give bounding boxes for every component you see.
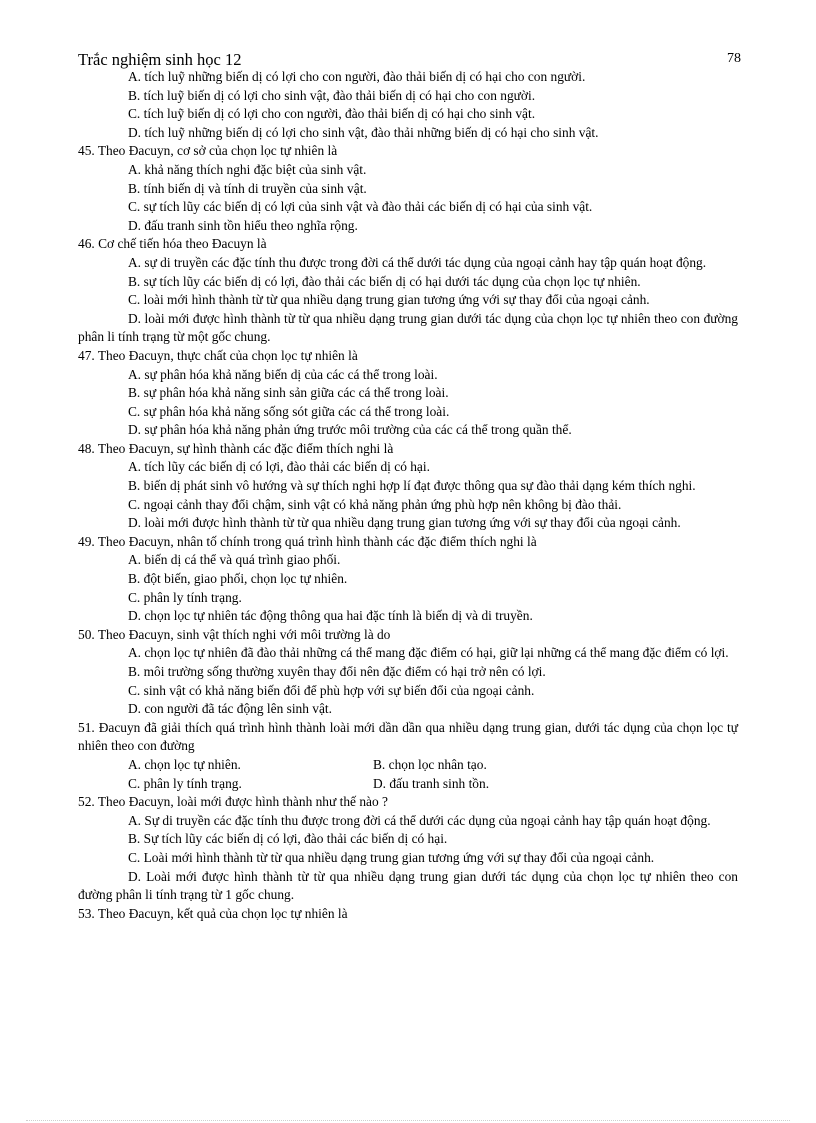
answer-option: D. đấu tranh sinh tồn. xyxy=(373,775,490,791)
answer-option: C. tích luỹ biến dị có lợi cho con người, đào thải biến dị có hại cho sinh vật. xyxy=(128,106,536,122)
question-51: 51. Đacuyn đã giải thích quá trình hình thành loài mới dần dần qua nhiều dạng trung gian, dưới tác dụng của chọn lọc tự nhiên theo con đường xyxy=(78,719,738,754)
answer-option: B. tích luỹ biến dị có lợi cho sinh vật, đào thải biến dị có hại cho con người. xyxy=(128,87,536,103)
question-content xyxy=(78,68,738,923)
answer-option: A. sự di truyền các đặc tính thu được trong đời cá thể dưới tác dụng của ngoại cảnh hay tập quán hoạt động. xyxy=(128,254,707,270)
answer-option: C. sự phân hóa khả năng sống sót giữa các cá thể trong loài. xyxy=(128,403,450,419)
answer-option: A. Sự di truyền các đặc tính thu được trong đời cá thể dưới các dụng của ngoại cảnh hay tập quán hoạt động. xyxy=(128,812,711,828)
answer-option: C. loài mới hình thành từ từ qua nhiều dạng trung gian tương ứng với sự thay đổi của ngoại cảnh. xyxy=(128,292,650,308)
answer-option: C. phân ly tính trạng. xyxy=(128,589,242,605)
answer-option: B. sự tích lũy các biến dị có lợi, đào thải các biến dị có hại dưới tác dụng của chọn lọc tự nhiên. xyxy=(128,273,641,289)
answer-option: A. tích luỹ những biến dị có lợi cho con người, đào thải biến dị có hại cho con người. xyxy=(128,69,586,84)
question-52: 52. Theo Đacuyn, loài mới được hình thành như thế nào ? xyxy=(78,794,388,810)
answer-option: D. chọn lọc tự nhiên tác động thông qua hai đặc tính là biến dị và di truyền. xyxy=(128,608,533,624)
answer-option: D. đấu tranh sinh tồn hiểu theo nghĩa rộng. xyxy=(128,217,358,233)
answer-row xyxy=(78,756,738,775)
answer-option: D. loài mới được hình thành từ từ qua nhiều dạng trung gian dưới tác dụng của chọn lọc tự nhiên theo con đường phân li tính trạng từ một gốc chung. xyxy=(78,310,738,345)
answer-option: B. sự phân hóa khả năng sinh sản giữa các cá thể trong loài. xyxy=(128,385,449,401)
answer-option: D. tích luỹ những biến dị có lợi cho sinh vật, đào thải những biến dị có hại cho sinh vật. xyxy=(128,124,599,140)
answer-option: C. sự tích lũy các biến dị có lợi của sinh vật và đào thải các biến dị có hại của sinh vật. xyxy=(128,199,593,215)
answer-option: D. loài mới được hình thành từ từ qua nhiều dạng trung gian tương ứng với sự thay đổi của ngoại cảnh. xyxy=(128,515,681,531)
answer-option: D. Loài mới được hình thành từ từ qua nhiều dạng trung gian dưới tác dụng của chọn lọc tự nhiên theo con đường phân li tính trạng từ 1 gốc chung. xyxy=(78,868,738,903)
page-header xyxy=(78,50,741,69)
answer-option: B. đột biến, giao phối, chọn lọc tự nhiên. xyxy=(128,571,348,587)
answer-option: B. tính biến dị và tính di truyền của sinh vật. xyxy=(128,180,367,196)
question-45: 45. Theo Đacuyn, cơ sở của chọn lọc tự nhiên là xyxy=(78,143,338,159)
answer-option: C. phân ly tính trạng. xyxy=(128,775,242,791)
answer-option: C. sinh vật có khả năng biến đổi để phù hợp với sự biến đổi của ngoại cảnh. xyxy=(128,682,535,698)
answer-option: D. sự phân hóa khả năng phản ứng trước môi trường của các cá thể trong quần thể. xyxy=(128,422,572,438)
answer-option: B. biến dị phát sinh vô hướng và sự thích nghi hợp lí đạt được thông qua sự đào thải dạng kém thích nghi. xyxy=(128,478,696,494)
answer-option: C. ngoại cảnh thay đổi chậm, sinh vật có khả năng phản ứng phù hợp nên không bị đào thải. xyxy=(128,496,622,512)
question-49: 49. Theo Đacuyn, nhân tố chính trong quá trình hình thành các đặc điểm thích nghi là xyxy=(78,533,537,549)
answer-option: D. con người đã tác động lên sinh vật. xyxy=(128,701,332,717)
page-number: 78 xyxy=(727,51,741,66)
question-46: 46. Cơ chế tiến hóa theo Đacuyn là xyxy=(78,236,267,252)
answer-option: B. môi trường sống thường xuyên thay đổi nên đặc điểm có hại trở nên có lợi. xyxy=(128,664,546,679)
answer-option: A. tích lũy các biến dị có lợi, đào thải các biến dị có hại. xyxy=(128,459,430,475)
question-50: 50. Theo Đacuyn, sinh vật thích nghi với môi trường là do xyxy=(78,626,391,642)
answer-option: B. chọn lọc nhân tạo. xyxy=(373,756,487,772)
answer-option: A. biến dị cá thể và quá trình giao phối. xyxy=(128,552,341,568)
answer-option: A. chọn lọc tự nhiên. xyxy=(128,756,241,772)
answer-option: A. sự phân hóa khả năng biến dị của các cá thể trong loài. xyxy=(128,366,438,382)
answer-option: B. Sự tích lũy các biến dị có lợi, đào thải các biến dị có hại. xyxy=(128,831,448,847)
question-47: 47. Theo Đacuyn, thực chất của chọn lọc tự nhiên là xyxy=(78,347,358,363)
document-title: Trắc nghiệm sinh học 12 xyxy=(78,50,242,69)
document-page xyxy=(78,50,741,923)
answer-option: A. chọn lọc tự nhiên đã đào thải những cá thể mang đặc điểm có hại, giữ lại những cá thể mang đặc điểm có lợi. xyxy=(128,645,729,661)
answer-row xyxy=(78,775,738,794)
question-48: 48. Theo Đacuyn, sự hình thành các đặc điểm thích nghi là xyxy=(78,440,394,456)
answer-option: C. Loài mới hình thành từ từ qua nhiều dạng trung gian tương ứng với sự thay đổi của ngoại cảnh. xyxy=(128,849,655,865)
answer-option: A. khả năng thích nghi đặc biệt của sinh vật. xyxy=(128,161,367,177)
question-53: 53. Theo Đacuyn, kết quả của chọn lọc tự nhiên là xyxy=(78,905,348,921)
page-bottom-divider xyxy=(26,1120,790,1121)
